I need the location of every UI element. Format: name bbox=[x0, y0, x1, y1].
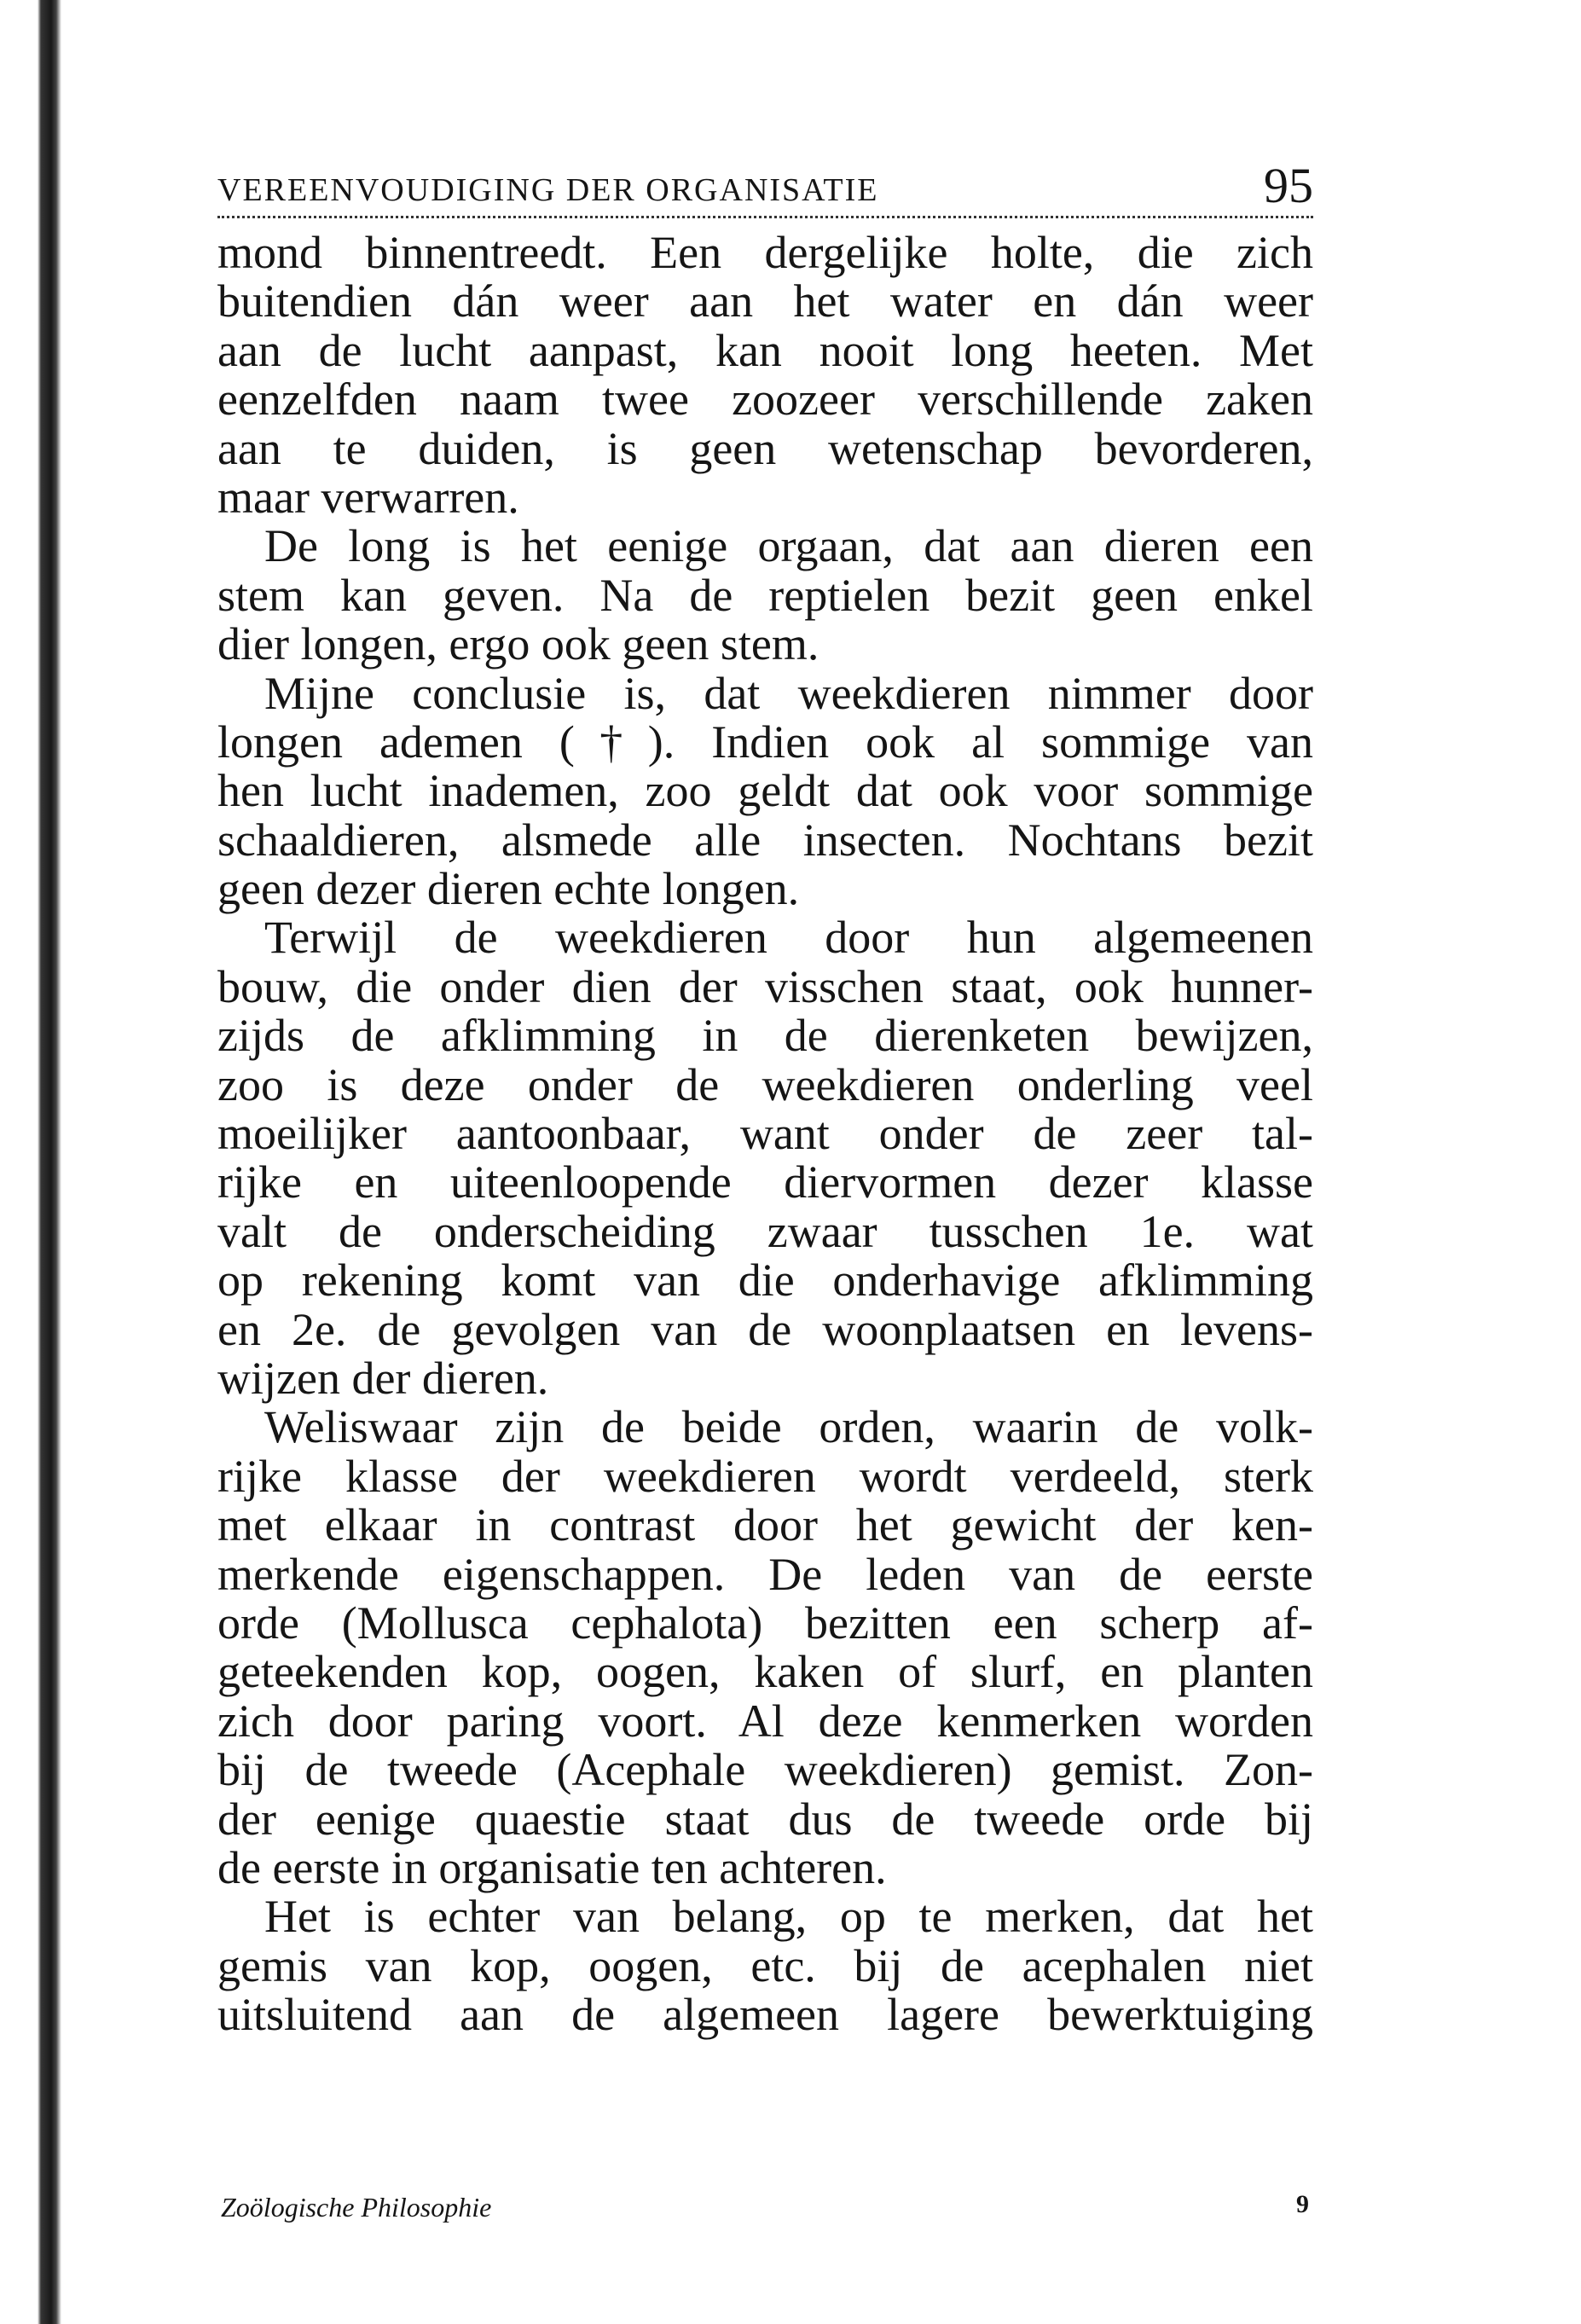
text-line: moeilijker aantoonbaar, want onder de zeer tal- bbox=[217, 1108, 1313, 1160]
text-line: uitsluitend aan de algemeen lagere bewerktuiging bbox=[217, 1989, 1313, 2041]
text-line: zoo is deze onder de weekdieren onderling veel bbox=[217, 1058, 1313, 1110]
text-line: en 2e. de gevolgen van de woonplaatsen en levens- bbox=[217, 1303, 1313, 1355]
text-line: De long is het eenige orgaan, dat aan dieren een bbox=[264, 520, 1313, 572]
text-line: geteekenden kop, oogen, kaken of slurf, en planten bbox=[217, 1646, 1313, 1698]
page-number: 95 bbox=[1264, 158, 1313, 213]
book-page bbox=[217, 158, 1313, 2039]
text-line: bouw, die onder dien der visschen staat, ook hunner- bbox=[217, 960, 1313, 1012]
text-line: orde (Mollusca cephalota) bezitten een scherp af- bbox=[217, 1597, 1313, 1649]
body-text bbox=[217, 229, 1313, 2039]
running-header bbox=[217, 158, 1313, 218]
text-line: wijzen der dieren. bbox=[217, 1352, 549, 1404]
footer-book-title: Zoölogische Philosophie bbox=[221, 2192, 492, 2223]
text-line: aan de lucht aanpast, kan nooit long heeten. Met bbox=[217, 324, 1313, 376]
text-line: maar verwarren. bbox=[217, 471, 519, 523]
text-line: de eerste in organisatie ten achteren. bbox=[217, 1841, 887, 1893]
text-line: geen dezer dieren echte longen. bbox=[217, 863, 800, 915]
text-line: Het is echter van belang, op te merken, dat het bbox=[264, 1891, 1313, 1943]
footer-signature: 9 bbox=[1296, 2190, 1309, 2218]
text-line: longen ademen (†). Indien ook al sommige van bbox=[217, 716, 1313, 768]
text-line: buitendien dán weer aan het water en dán weer bbox=[217, 275, 1313, 327]
text-line: zich door paring voort. Al deze kenmerken worden bbox=[217, 1695, 1313, 1747]
text-line: zijds de afklimming in de dierenketen bewijzen, bbox=[217, 1010, 1313, 1062]
text-line: Weliswaar zijn de beide orden, waarin de volk- bbox=[264, 1401, 1313, 1453]
text-line: gemis van kop, oogen, etc. bij de acephalen niet bbox=[217, 1939, 1313, 1991]
text-line: schaaldieren, alsmede alle insecten. Nochtans bezit bbox=[217, 814, 1313, 866]
text-line: stem kan geven. Na de reptielen bezit geen enkel bbox=[217, 569, 1313, 621]
text-line: rijke en uiteenloopende diervormen dezer klasse bbox=[217, 1156, 1313, 1208]
page-footer bbox=[217, 2192, 1313, 2230]
text-line: merkende eigenschappen. De leden van de eerste bbox=[217, 1548, 1313, 1600]
text-line: Terwijl de weekdieren door hun algemeenen bbox=[264, 912, 1313, 964]
text-line: aan te duiden, is geen wetenschap bevorderen, bbox=[217, 422, 1313, 474]
text-line: der eenige quaestie staat dus de tweede orde bij bbox=[217, 1793, 1313, 1845]
running-title: VEREENVOUDIGING DER ORGANISATIE bbox=[217, 172, 879, 208]
text-line: eenzelfden naam twee zoozeer verschillende zaken bbox=[217, 374, 1313, 426]
text-line: met elkaar in contrast door het gewicht der ken- bbox=[217, 1499, 1313, 1551]
text-line: Mijne conclusie is, dat weekdieren nimmer door bbox=[264, 667, 1313, 719]
text-line: rijke klasse der weekdieren wordt verdeeld, sterk bbox=[217, 1450, 1313, 1502]
text-line: hen lucht inademen, zoo geldt dat ook voor sommige bbox=[217, 765, 1313, 817]
text-line: valt de onderscheiding zwaar tusschen 1e. wat bbox=[217, 1205, 1313, 1257]
text-line: bij de tweede (Acephale weekdieren) gemist. Zon- bbox=[217, 1744, 1313, 1796]
text-line: dier longen, ergo ook geen stem. bbox=[217, 618, 819, 670]
text-line: mond binnentreedt. Een dergelijke holte, die zich bbox=[217, 227, 1313, 278]
scan-binding-edge bbox=[0, 0, 61, 2324]
text-line: op rekening komt van die onderhavige afklimming bbox=[217, 1255, 1313, 1307]
